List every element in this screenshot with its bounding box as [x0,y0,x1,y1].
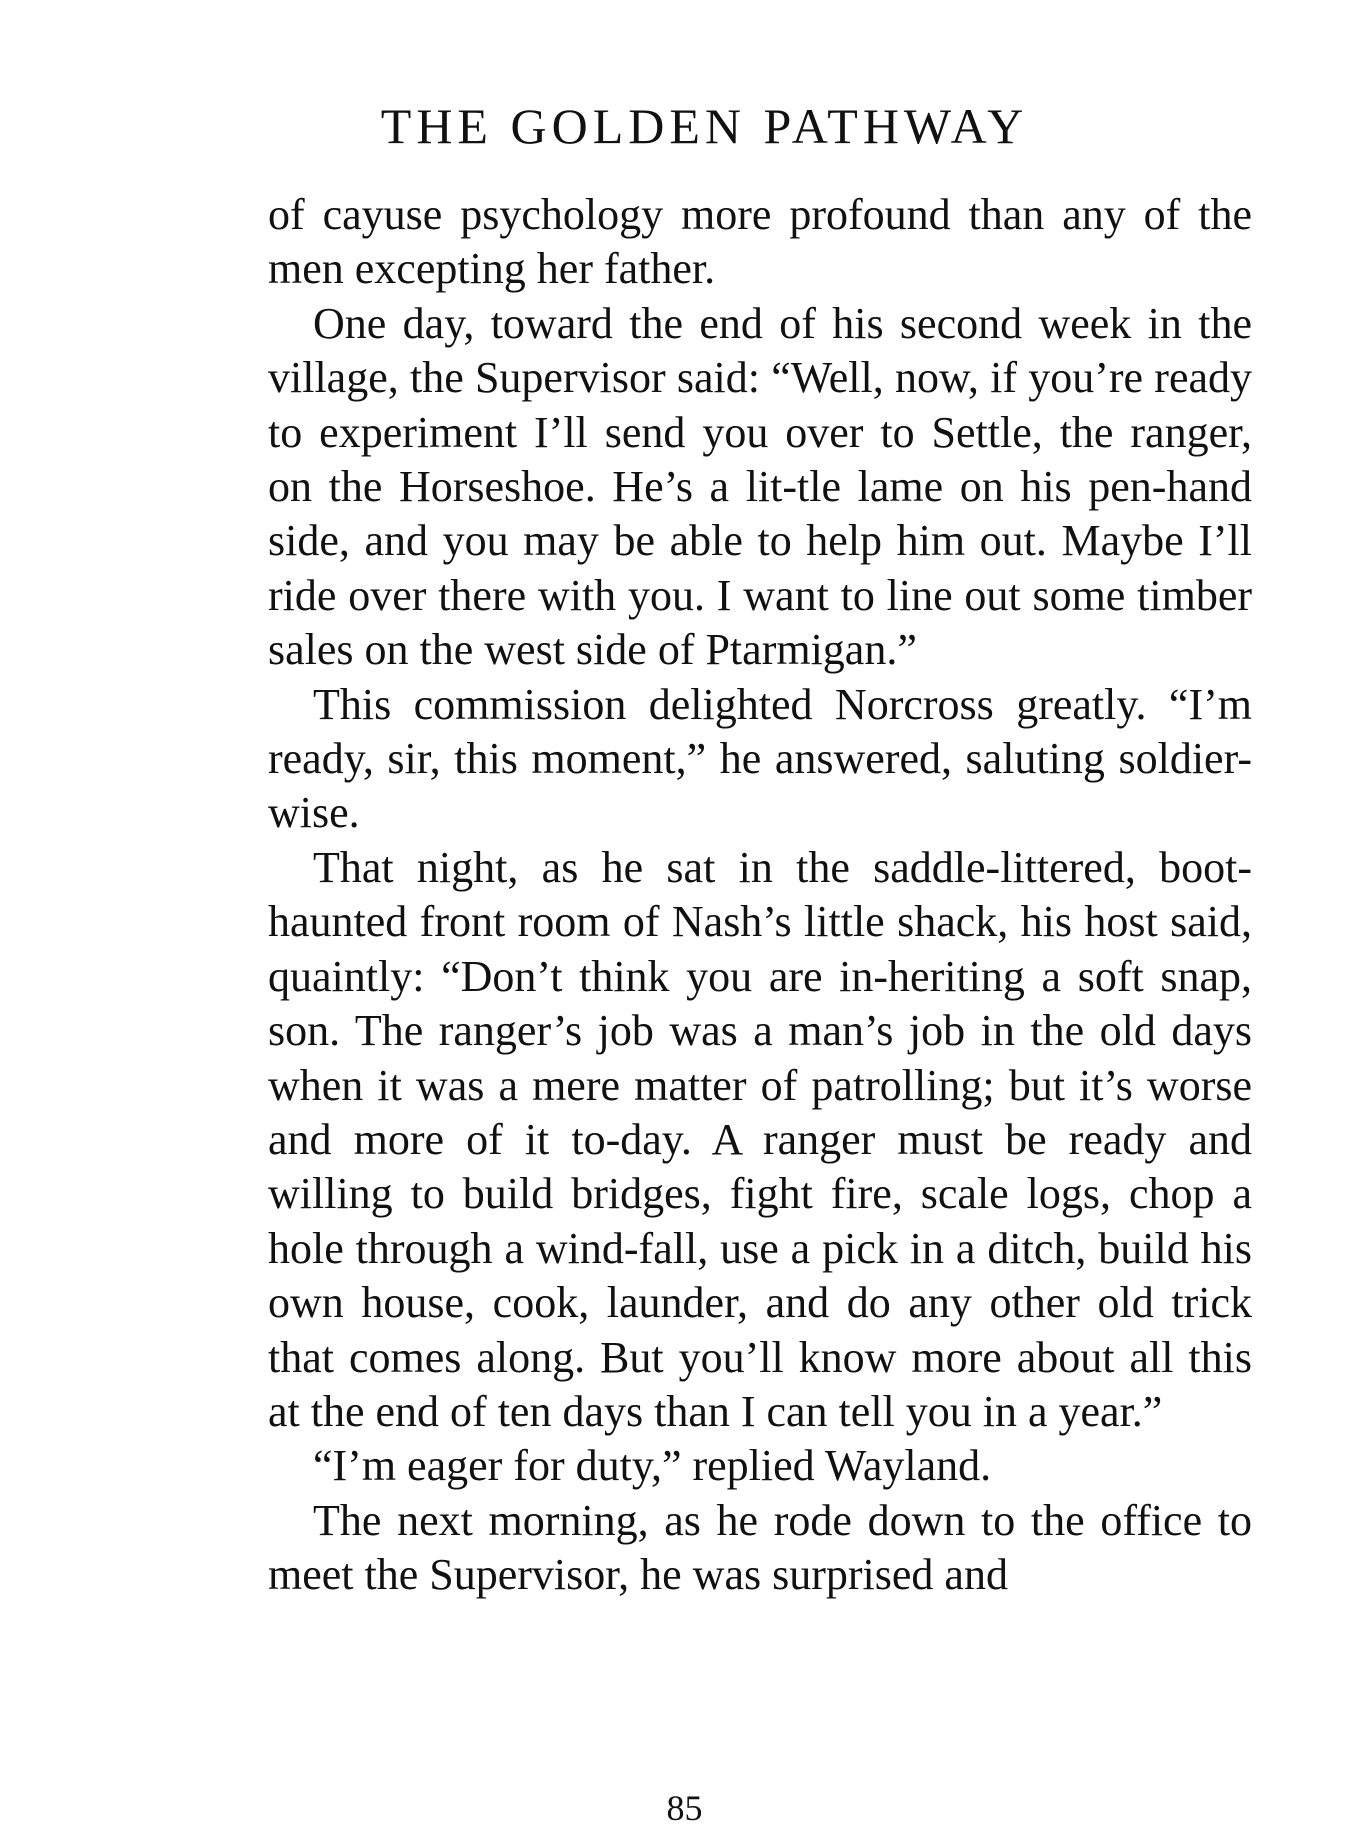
paragraph-wayland-reply: “I’m eager for duty,” replied Wayland. [313,1441,992,1491]
paragraph-next-morning: The next morning, as he rode down to the office to meet the Supervisor, he was surprised and [268,1495,1252,1600]
running-head-title: THE GOLDEN PATHWAY [380,98,1029,154]
paragraph-supervisor-offer: One day, toward the end of his second week in the village, the Supervisor said: “Well, now, if you’re ready to experiment I’ll send you over to Settle, the ranger, on the Horseshoe. He’s a lit-tle lame on his pen-hand side, and you may be able to help him out. Maybe I’ll ride over there with you. I want to line out some timber sales on the west side of Ptarmigan.” [268,298,1252,675]
page-number: 85 [666,1788,703,1828]
paragraph-norcross-reply: This commission delighted Norcross greatly. “I’m ready, sir, this moment,” he answered, saluting soldier-wise. [268,679,1252,838]
paragraph-nash-advice: That night, as he sat in the saddle-littered, boot-haunted front room of Nash’s little shack, his host said, quaintly: “Don’t think you are in-heriting a soft snap, son. The ranger’s job was a man’s job in the old days when it was a mere matter of patrolling; but it’s worse and more of it to-day. A ranger must be ready and willing to build bridges, fight fire, scale logs, chop a hole through a wind-fall, use a pick in a ditch, build his own house, cook, launder, and do any other old trick that comes along. But you’ll know more about all this at the end of ten days than I can tell you in a year.” [268,842,1252,1436]
paragraph-continuation: of cayuse psychology more profound than any of the men excepting her father. [268,190,1252,294]
body-text [268,188,1252,1603]
